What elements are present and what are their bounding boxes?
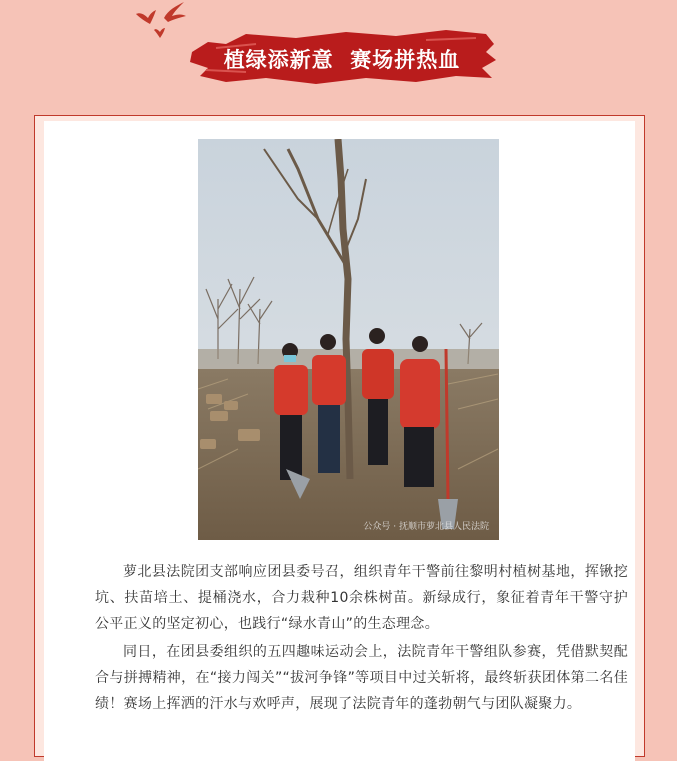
article-paragraph: 萝北县法院团支部响应团县委号召，组织青年干警前往黎明村植树基地，挥锹挖坑、扶苗培土、提桶浇水，合力栽种10余株树苗。新绿成行，象征着青年干警守护公平正义的坚定初心，也践行“绿水青山”的生态理念。	[95, 564, 628, 632]
title-banner	[186, 22, 498, 90]
tree-planting-photo	[198, 139, 499, 540]
content-card	[44, 121, 635, 761]
photo-watermark: 公众号 · 抚顺市萝北县人民法院	[363, 522, 489, 532]
article-body	[95, 559, 628, 719]
content-frame	[34, 115, 645, 757]
page-title: 植绿添新意 赛场拼热血	[223, 48, 461, 72]
flying-birds-icon	[128, 0, 192, 44]
article-paragraph: 同日，在团县委组织的五四趣味运动会上，法院青年干警组队参赛，凭借默契配合与拼搏精神，在“接力闯关”“拔河争锋”等项目中过关斩将，最终斩获团体第二名佳绩！赛场上挥洒的汗水与欢呼声，展现了法院青年的蓬勃朝气与团队凝聚力。	[95, 644, 628, 712]
